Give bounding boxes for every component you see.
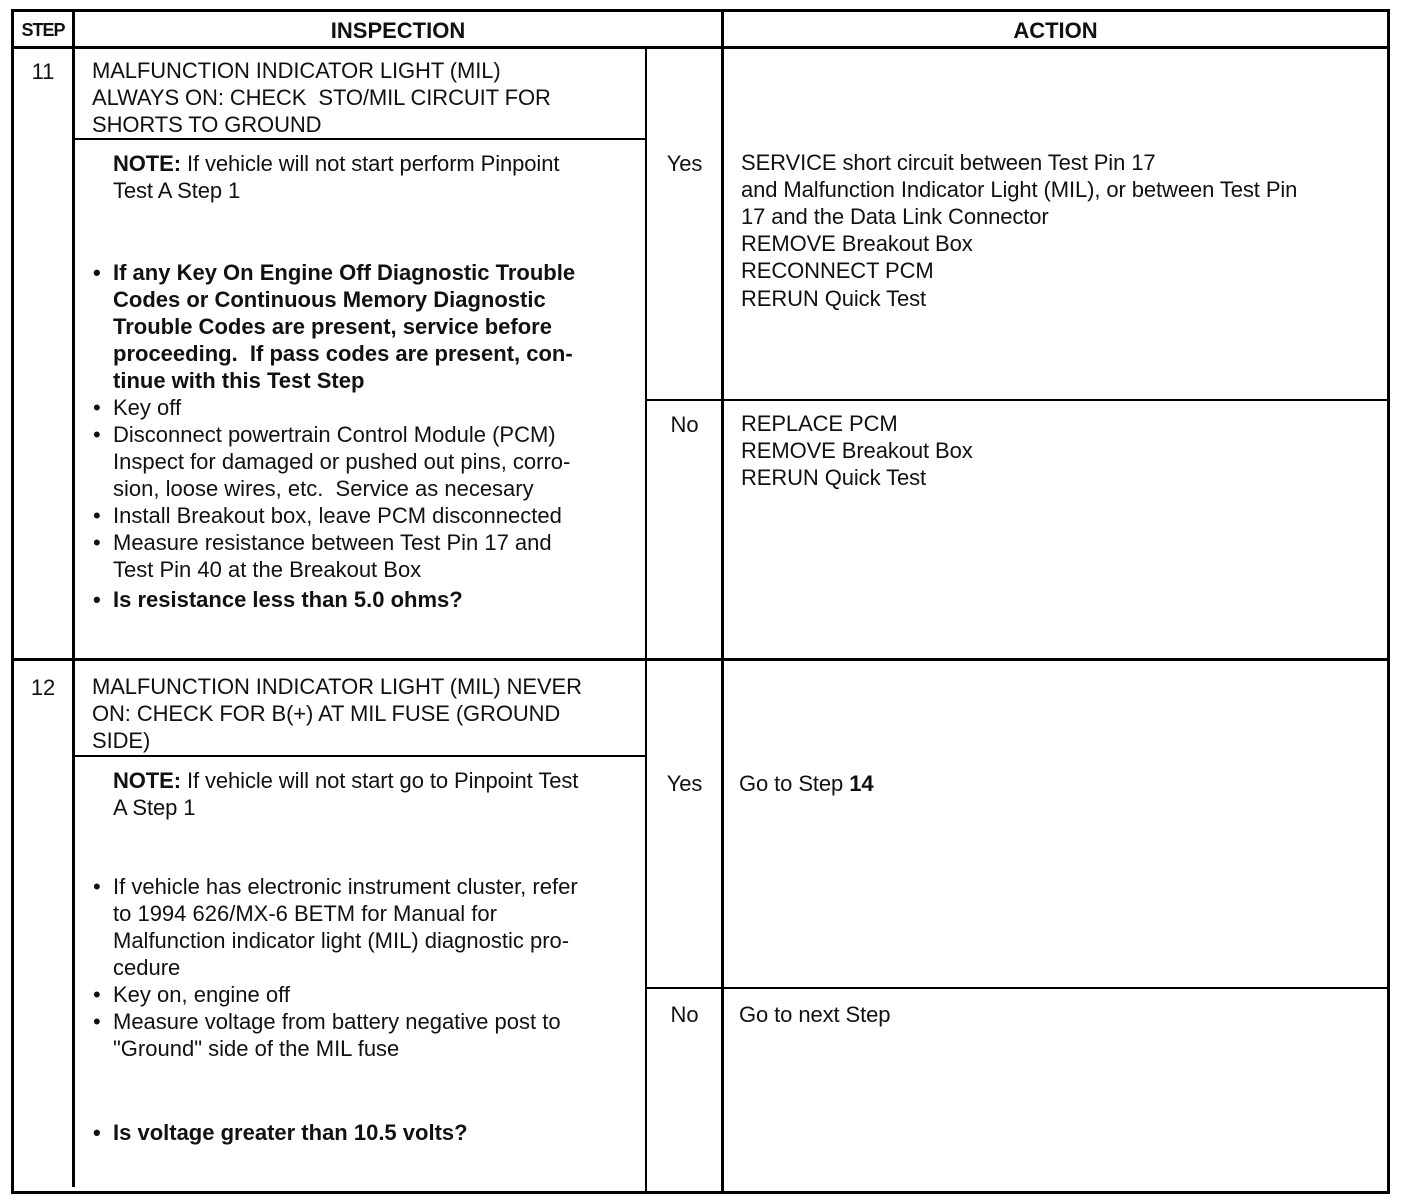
note-text: If vehicle will not start go to Pinpoint Test — [180, 768, 579, 793]
bullet-item: • Key off — [89, 394, 575, 421]
yes-no-divider-row11 — [646, 399, 1390, 401]
action-line: REPLACE PCM — [741, 411, 898, 436]
header-step: STEP — [21, 20, 65, 40]
bullet-item: • Install Breakout box, leave PCM disconnected — [89, 502, 575, 529]
bullet-item: • If vehicle has electronic instrument cluster, refer to 1994 626/MX-6 BETM for Manual for Malfunction indicator light (MIL) diagnostic pro- cedure — [89, 873, 578, 981]
action-line: 17 and the Data Link Connector — [741, 204, 1049, 229]
action-line: RECONNECT PCM — [741, 258, 934, 283]
header-divider — [11, 46, 1390, 49]
bullet-item: • Measure resistance between Test Pin 17 and Test Pin 40 at the Breakout Box — [89, 529, 575, 583]
action-line: and Malfunction Indicator Light (MIL), or between Test Pin — [741, 177, 1298, 202]
action-text: Go to Step — [739, 771, 850, 796]
title-underline-row11 — [74, 138, 646, 140]
inspection-question — [89, 1119, 468, 1146]
action-column-divider — [721, 9, 724, 1191]
table-border-right — [1387, 9, 1390, 1194]
bullet-item: • Is voltage greater than 10.5 volts? — [89, 1119, 468, 1146]
note-line: A Step 1 — [113, 795, 196, 820]
action-step-number: 14 — [849, 771, 874, 796]
note-line — [113, 767, 578, 794]
bullet-item: • Measure voltage from battery negative post to "Ground" side of the MIL fuse — [89, 1008, 578, 1062]
bullet-item: • Key on, engine off — [89, 981, 578, 1008]
title-line: ALWAYS ON: CHECK STO/MIL CIRCUIT FOR — [92, 85, 551, 110]
step-number: 11 — [31, 59, 55, 84]
note-line — [113, 150, 559, 177]
title-line: MALFUNCTION INDICATOR LIGHT (MIL) NEVER — [92, 674, 582, 699]
action-line: REMOVE Breakout Box — [741, 231, 973, 256]
row-divider-11-12 — [11, 658, 1390, 661]
inspection-steps — [89, 259, 575, 613]
title-line: SIDE) — [92, 728, 151, 753]
title-line: SHORTS TO GROUND — [92, 112, 322, 137]
header-inspection: INSPECTION — [330, 18, 466, 43]
action-line: RERUN Quick Test — [741, 286, 927, 311]
note-text: If vehicle will not start perform Pinpoint — [180, 151, 560, 176]
yes-label: Yes — [666, 151, 703, 176]
yes-no-divider-row12 — [646, 987, 1390, 989]
step-number: 12 — [30, 675, 56, 700]
action-line: SERVICE short circuit between Test Pin 17 — [741, 150, 1156, 175]
action-line: REMOVE Breakout Box — [741, 438, 973, 463]
bullet-item: • Disconnect powertrain Control Module (PCM) Inspect for damaged or pushed out pins, corro- sion, loose wires, etc. Service as necesary — [89, 421, 575, 502]
no-label: No — [670, 412, 699, 437]
no-label: No — [670, 1002, 699, 1027]
note-line: Test A Step 1 — [113, 178, 241, 203]
title-underline-row12 — [74, 755, 646, 757]
note-label: NOTE: — [113, 151, 181, 176]
table-border-top — [11, 9, 1390, 12]
header-action: ACTION — [1013, 18, 1098, 43]
title-line: MALFUNCTION INDICATOR LIGHT (MIL) — [92, 58, 501, 83]
title-line: ON: CHECK FOR B(+) AT MIL FUSE (GROUND — [92, 701, 561, 726]
action-line: RERUN Quick Test — [741, 465, 927, 490]
table-border-left — [11, 9, 14, 1194]
note-label: NOTE: — [113, 768, 181, 793]
table-border-bottom — [11, 1191, 1390, 1194]
step-column-divider — [72, 9, 75, 1187]
yes-label: Yes — [666, 771, 703, 796]
inspection-steps — [89, 873, 578, 1062]
yes-action — [739, 770, 873, 797]
bullet-item: • Is resistance less than 5.0 ohms? — [89, 586, 575, 613]
yesno-column-divider-row12 — [645, 661, 647, 1191]
no-action: Go to next Step — [739, 1002, 891, 1027]
bullet-item: • If any Key On Engine Off Diagnostic Trouble Codes or Continuous Memory Diagnostic Trouble Codes are present, service before proceeding. If pass codes are present, con- tinue with this Test Step — [89, 259, 575, 394]
